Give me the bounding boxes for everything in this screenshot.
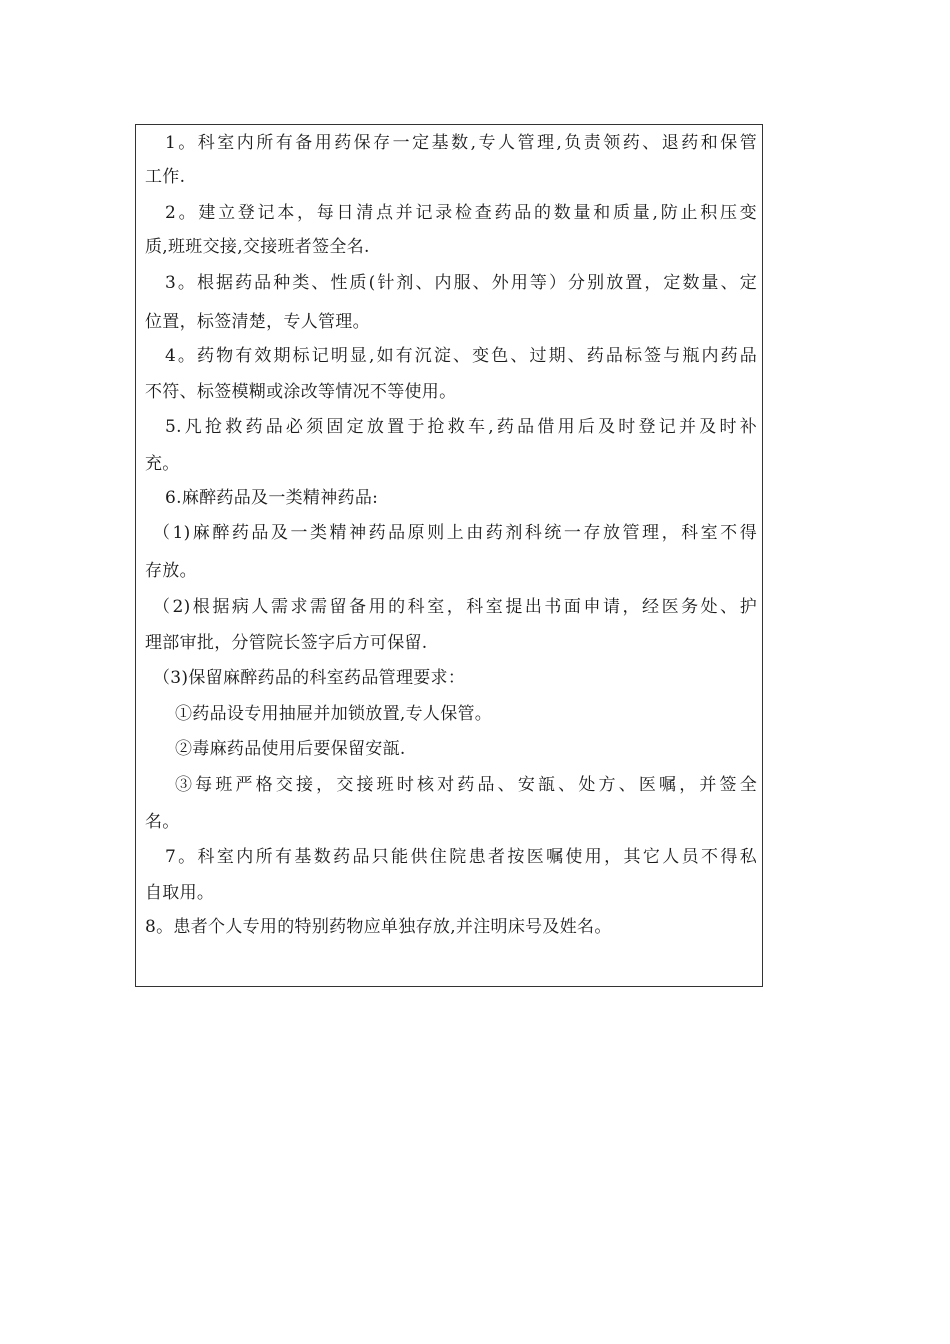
item-5-line-2: 充。	[145, 454, 180, 474]
item-3-line-1: 3。根据药品种类、性质(针剂、内服、外用等）分别放置，定数量、定	[165, 273, 757, 293]
item-6-3-c-line-2: 名。	[145, 812, 180, 832]
item-7-line-2: 自取用。	[145, 883, 215, 903]
item-6-3-b: ②毒麻药品使用后要保留安瓿.	[175, 739, 406, 759]
item-2-line-1: 2。建立登记本，每日清点并记录检查药品的数量和质量,防止积压变	[165, 203, 757, 223]
item-6-1-line-2: 存放。	[145, 561, 197, 581]
item-4-line-2: 不符、标签模糊或涂改等情况不等使用。	[145, 382, 457, 402]
item-6-1-line-1: （1)麻醉药品及一类精神药品原则上由药剂科统一存放管理，科室不得	[153, 523, 757, 543]
item-5-line-1: 5.凡抢救药品必须固定放置于抢救车,药品借用后及时登记并及时补	[165, 417, 757, 437]
item-6-heading: 6.麻醉药品及一类精神药品:	[165, 488, 379, 508]
item-6-3-c-line-1: ③每班严格交接，交接班时核对药品、安瓿、处方、医嘱，并签全	[175, 775, 757, 795]
item-2-line-2: 质,班班交接,交接班者签全名.	[145, 237, 370, 257]
item-6-3-a: ①药品设专用抽屉并加锁放置,专人保管。	[175, 704, 493, 724]
item-1-line-1: 1。科室内所有备用药保存一定基数,专人管理,负责领药、退药和保管	[165, 133, 757, 153]
item-1-line-2: 工作.	[145, 167, 186, 187]
item-8: 8。患者个人专用的特别药物应单独存放,并注明床号及姓名。	[145, 917, 612, 937]
item-4-line-1: 4。药物有效期标记明显,如有沉淀、变色、过期、药品标签与瓶内药品	[165, 346, 757, 366]
item-6-2-line-1: （2)根据病人需求需留备用的科室，科室提出书面申请，经医务处、护	[153, 597, 757, 617]
content-table-cell	[135, 124, 763, 987]
item-7-line-1: 7。科室内所有基数药品只能供住院患者按医嘱使用，其它人员不得私	[165, 847, 757, 867]
item-3-line-2: 位置，标签清楚，专人管理。	[145, 312, 370, 332]
item-6-2-line-2: 理部审批，分管院长签字后方可保留.	[145, 633, 428, 653]
item-6-3-heading: （3)保留麻醉药品的科室药品管理要求：	[153, 668, 466, 688]
